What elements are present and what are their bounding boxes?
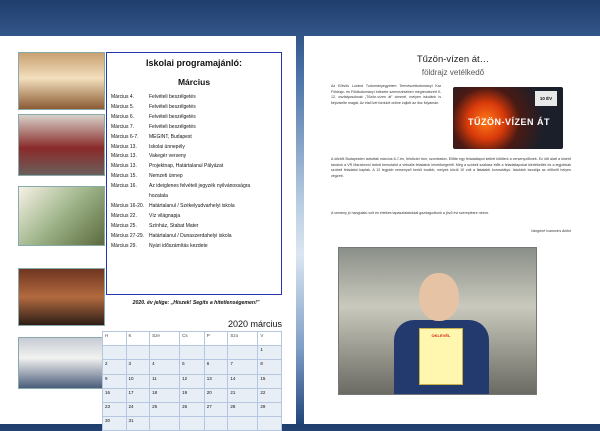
article-paragraph-3: A verseny jó hangulatú volt és értékes tapasztalatokkal gazdagodtunk a jövő évi szereplésre nézve.	[331, 211, 490, 215]
calendar-day-cell	[180, 346, 205, 360]
program-month: Március	[177, 77, 211, 87]
program-item	[111, 242, 277, 252]
program-item-text: Színház, Stabat Mater	[149, 222, 199, 229]
calendar-day-cell: 2	[103, 360, 127, 374]
program-item-text: hozatala	[149, 193, 168, 200]
right-page	[304, 36, 600, 424]
person-head	[419, 273, 459, 321]
calendar-day-cell: 25	[150, 402, 180, 416]
calendar-day-cell: 9	[103, 374, 127, 388]
article-subtitle: földrajz vetélkedő	[421, 68, 485, 77]
calendar-day-cell: 16	[103, 388, 127, 402]
calendar-day-header: Szo	[228, 332, 258, 346]
calendar-week-row	[103, 360, 282, 374]
classroom-photo	[18, 186, 105, 246]
group-photo	[18, 337, 105, 389]
calendar-week-row	[103, 346, 282, 360]
poster-title: TŰZÖN-VÍZEN ÁT	[468, 117, 550, 127]
calendar-day-cell: 3	[126, 360, 150, 374]
calendar-day-header: K	[126, 332, 150, 346]
program-item	[111, 232, 277, 242]
calendar-day-cell: 8	[258, 360, 282, 374]
calendar-day-cell: 5	[180, 360, 205, 374]
program-item-date: Március 13.	[111, 163, 137, 170]
calendar-week-row	[103, 388, 282, 402]
calendar-week-row	[103, 374, 282, 388]
program-item-text: Felvételi beszélgetés	[149, 113, 196, 120]
program-item-text: Vakegér verseny	[149, 153, 187, 160]
program-item-text: Projektnap, Határtalanul Pályázat	[149, 163, 224, 170]
poster-badge: 10 ÉV	[535, 91, 557, 106]
program-item-date: Március 22.	[111, 212, 137, 219]
program-item-text: Határtalanul / Székelyudvarhelyi iskola	[149, 202, 235, 209]
program-item-text: Víz világnapja	[149, 212, 181, 219]
hall-photo	[18, 268, 105, 326]
calendar-day-cell	[150, 346, 180, 360]
calendar-day-header: Cs	[180, 332, 205, 346]
program-item-text: Határtalanul / Dunaszerdahelyi iskola	[149, 232, 232, 239]
program-item-text: Iskolai ünnepély	[149, 143, 185, 150]
program-item-date	[111, 192, 149, 202]
calendar-day-cell: 24	[126, 402, 150, 416]
calendar-day-cell: 14	[228, 374, 258, 388]
calendar-day-cell	[126, 346, 150, 360]
calendar-day-cell: 29	[258, 402, 282, 416]
program-item	[111, 212, 277, 222]
program-item-date: Március 16.	[111, 183, 137, 190]
program-item	[111, 152, 277, 162]
calendar-day-cell: 18	[150, 388, 180, 402]
program-item-text: Nyári időszámítás kezdete	[149, 242, 208, 249]
calendar-day-cell: 26	[180, 402, 205, 416]
program-item-date: Március 5.	[111, 103, 135, 110]
article-title: Tűzön-vízen át…	[416, 54, 490, 65]
program-item	[111, 93, 277, 103]
calendar-day-cell: 30	[103, 417, 127, 431]
program-item	[111, 133, 277, 143]
calendar-day-cell: 10	[126, 374, 150, 388]
calendar-table	[102, 331, 282, 431]
calendar-day-cell	[103, 346, 127, 360]
program-item-date: Március 13.	[111, 143, 137, 150]
calendar	[102, 319, 282, 427]
calendar-day-header: H	[103, 332, 127, 346]
sports-team-photo	[18, 114, 105, 176]
student-with-certificate-photo	[338, 247, 537, 395]
church-interior-photo	[18, 52, 105, 110]
article-paragraph-1: Az Eötvös Loránd Tudományegyetem Természettudományi Kar Földrajz- és Földtudományi Intézete szervezésében megrendezett 9-12. osztályosoknak „Tűzön-vízen át” címmel, melyen iskolánk is képviselte magát. Az első két fordulót online zajlott az ősz folyamán.	[331, 84, 441, 105]
calendar-day-cell: 4	[150, 360, 180, 374]
article-signature: Vangóné Ivanovics Anikó	[530, 229, 571, 233]
program-title: Iskolai programajánló:	[145, 58, 243, 68]
program-item-date: Március 6.	[111, 113, 135, 120]
program-item-text: Felvételi beszélgetés	[149, 103, 196, 110]
calendar-day-cell: 21	[228, 388, 258, 402]
program-item-date: Március 7.	[111, 123, 135, 130]
program-item	[111, 172, 277, 182]
program-item	[111, 143, 277, 153]
calendar-day-cell: 12	[180, 374, 205, 388]
program-item-date: Március 25.	[111, 222, 137, 229]
calendar-day-cell: 20	[204, 388, 228, 402]
calendar-day-header: Sze	[150, 332, 180, 346]
program-item-date: Március 29.	[111, 242, 137, 249]
program-item-text: Nemzeti ünnep	[149, 173, 183, 180]
certificate	[419, 328, 463, 385]
calendar-day-cell: 23	[103, 402, 127, 416]
program-list	[111, 93, 277, 252]
calendar-day-cell: 13	[204, 374, 228, 388]
program-box	[106, 52, 282, 295]
program-item-date: Március 13.	[111, 153, 137, 160]
calendar-title: 2020 március	[227, 319, 282, 329]
program-item	[111, 222, 277, 232]
calendar-day-cell: 11	[150, 374, 180, 388]
program-item	[111, 192, 277, 202]
calendar-header-row	[103, 332, 282, 346]
program-item-date: Március 6-7.	[111, 133, 139, 140]
program-item-text: MEGINT, Budapest	[149, 133, 192, 140]
program-item-text: Felvételi beszélgetés	[149, 94, 196, 100]
calendar-day-cell: 17	[126, 388, 150, 402]
program-item-text: Az ideiglenes felvételi jegyzék nyilvánosságra	[149, 183, 251, 190]
program-item	[111, 202, 277, 212]
calendar-day-cell	[228, 346, 258, 360]
calendar-day-header: V	[258, 332, 282, 346]
calendar-day-cell: 19	[180, 388, 205, 402]
calendar-day-cell: 7	[228, 360, 258, 374]
year-motto: 2020. év jelige: „Hiszek! Segíts a hitetlenségemen!”	[132, 300, 260, 306]
program-item	[111, 103, 277, 113]
calendar-day-cell: 27	[204, 402, 228, 416]
program-item-date: Március 15.	[111, 173, 137, 180]
program-item-date: Március 27-29.	[111, 232, 145, 239]
calendar-day-cell: 1	[258, 346, 282, 360]
article-paragraph-2: A döntőt Budapesten tartották március 6-7-én, felsővári trón, szombaton. Előtte egy feladatlapot kellett kitölteni a versenyzőknek. Ez idő alatt a kísérő tanárok a VR Maratonról tartott bemutatót a virtuális feladatok lehetőségeiről. Még a szóbeli szakasz előtt a feladatlapokat kiértékelték és a legjobbak szóbeli feladatot kaptak. A 12 legjobb versenyző került tovább, melyek közül 10 volt a fiatalabb korosztályú. Iskolánk tanulója az előkelő helyen végzett.	[331, 157, 571, 178]
calendar-day-cell: 15	[258, 374, 282, 388]
program-item	[111, 182, 277, 192]
calendar-day-header: P	[204, 332, 228, 346]
calendar-day-cell: 28	[228, 402, 258, 416]
program-item	[111, 162, 277, 172]
certificate-text: OKLEVÉL	[431, 333, 451, 338]
program-item	[111, 123, 277, 133]
program-item-date: Március 4.	[111, 94, 135, 100]
calendar-day-cell	[204, 346, 228, 360]
competition-poster	[453, 87, 563, 149]
calendar-day-cell: 22	[258, 388, 282, 402]
program-item-text: Felvételi beszélgetés	[149, 123, 196, 130]
program-item-date: Március 16-20.	[111, 202, 145, 209]
calendar-week-row	[103, 402, 282, 416]
program-item	[111, 113, 277, 123]
calendar-day-cell: 31	[126, 417, 150, 431]
left-page	[0, 36, 296, 424]
calendar-day-cell: 6	[204, 360, 228, 374]
